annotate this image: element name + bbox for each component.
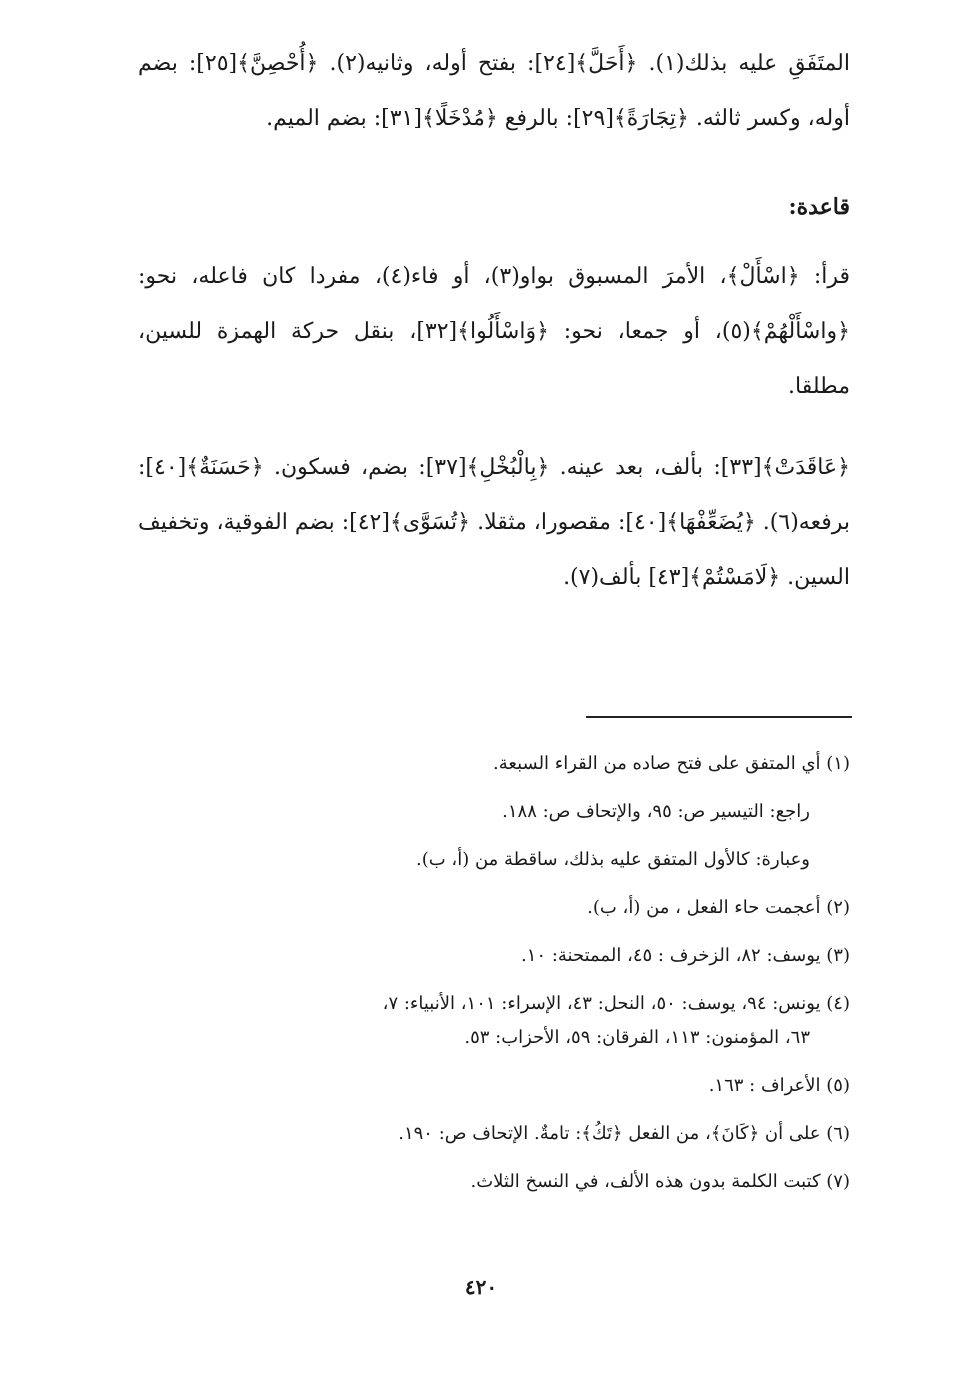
footnote-1: (١) أي المتفق على فتح صاده من القراء السبعة.	[493, 753, 850, 774]
paragraph-3: ﴿عَاقَدَتْ﴾[٣٣]: بألف، بعد عينه. ﴿بِالْبُخْلِ﴾[٣٧]: بضم، فسكون. ﴿حَسَنَةٌ﴾[٤٠]: برفعه(٦). ﴿يُضَعِّفْهَا﴾[٤٠]: مقصورا، مثقلا. ﴿تُسَوَّى﴾[٤٢]: بضم الفوقية، وتخفيف السين. ﴿لَامَسْتُمْ﴾[٤٣] بألف(٧).	[138, 455, 851, 590]
paragraph-2: قرأ: ﴿اسْأَلْ﴾، الأمرَ المسبوق بواو(٣)، أو فاء(٤)، مفردا كان فاعله، نحو: ﴿واسْأَلْهُمْ﴾(٥)، أو جمعا، نحو: ﴿وَاسْأَلُوا﴾[٣٢]، بنقل حركة الهمزة للسين، مطلقا.	[138, 264, 851, 399]
footnote-1-reference: راجع: التيسير ص: ٩٥، والإتحاف ص: ١٨٨.	[502, 801, 810, 822]
footnote-divider	[586, 716, 852, 718]
footnote-4: (٤) يونس: ٩٤، يوسف: ٥٠، النحل: ٤٣، الإسراء: ١٠١، الأنبياء: ٧،	[382, 993, 850, 1014]
footnote-2: (٢) أعجمت حاء الفعل ، من (أ، ب).	[587, 897, 850, 918]
paragraph-1: المتَفَقِ عليه بذلك(١). ﴿أَحَلَّ﴾[٢٤]: بفتح أوله، وثانيه(٢). ﴿أُحْصِنَّ﴾[٢٥]: بضم أوله، وكسر ثالثه. ﴿تِجَارَةً﴾[٢٩]: بالرفع ﴿مُدْخَلًا﴾[٣١]: بضم الميم.	[138, 51, 850, 131]
footnote-7: (٧) كتبت الكلمة بدون هذه الألف، في النسخ الثلاث.	[470, 1171, 850, 1192]
footnote-6: (٦) على أن ﴿كَانَ﴾، من الفعل ﴿تَكُ﴾: تامةٌ. الإتحاف ص: ١٩٠.	[398, 1123, 850, 1144]
section-heading: قاعدة:	[788, 194, 850, 220]
footnote-3: (٣) يوسف: ٨٢، الزخرف : ٤٥، الممتحنة: ١٠.	[521, 945, 850, 966]
main-text	[138, 36, 850, 605]
page-number: ٤٢٠	[464, 1275, 498, 1299]
footnote-4-continued: ٦٣، المؤمنون: ١١٣، الفرقان: ٥٩، الأحزاب: ٥٣.	[464, 1027, 810, 1048]
footnotes	[134, 740, 850, 1206]
footnote-5: (٥) الأعراف : ١٦٣.	[708, 1075, 850, 1096]
footnote-1-remark: وعبارة: كالأول المتفق عليه بذلك، ساقطة من (أ، ب).	[416, 849, 810, 870]
